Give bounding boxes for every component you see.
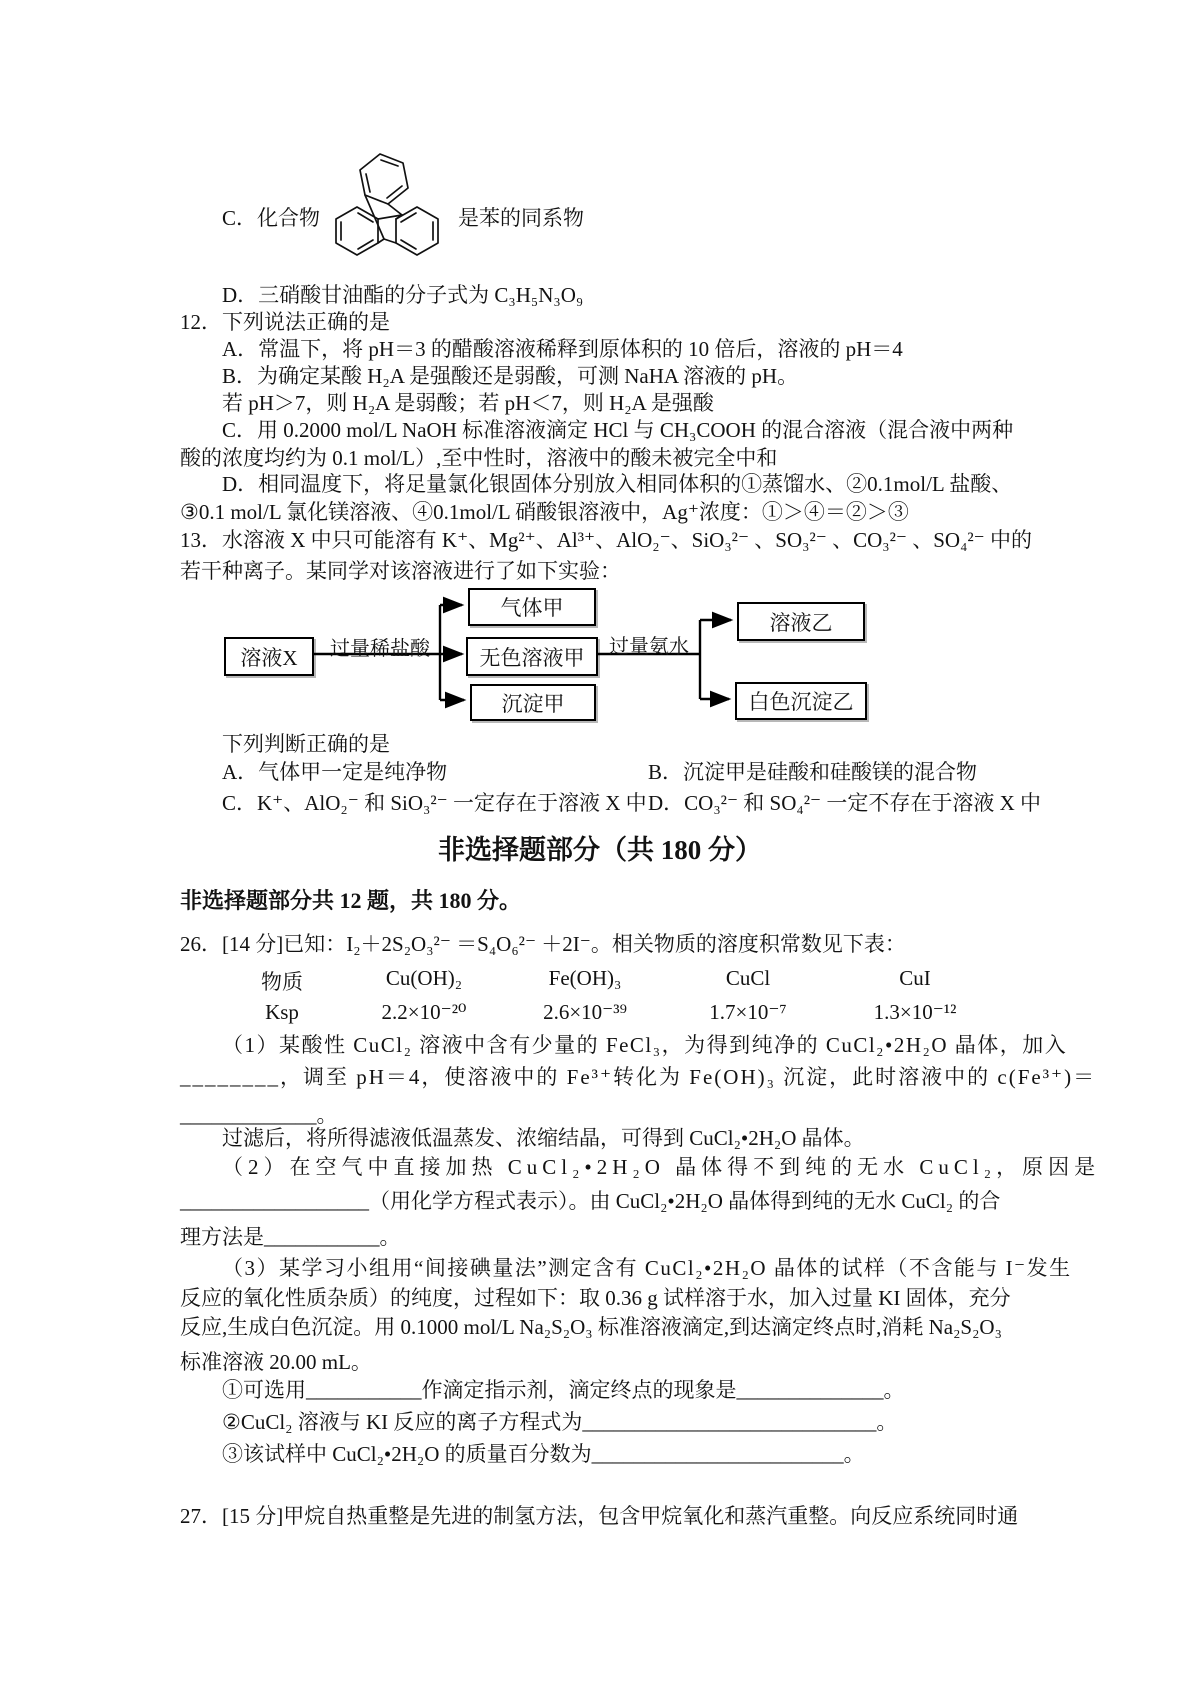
q12-option-b-line2: 若 pH＞7，则 H₂A 是弱酸；若 pH＜7，则 H₂A 是强酸 [222, 391, 714, 415]
q27-intro: 27．[15 分]甲烷自热重整是先进的制氢方法，包含甲烷氧化和蒸汽重整。向反应系统同时通 [180, 1504, 1019, 1528]
q26-part2-line2: __________________（用化学方程式表示）。由 CuCl₂•2H₂O 晶体得到纯的无水 CuCl₂ 的合 [180, 1189, 1001, 1213]
ksp-value-cuoh2: 2.2×10⁻²⁰ [381, 1000, 467, 1024]
q11-option-d: D．三硝酸甘油酯的分子式为 C₃H₅N₃O₉ [222, 283, 584, 307]
q13-stem-line1: 13．水溶液 X 中只可能溶有 K⁺、Mg²⁺、Al³⁺、AlO₂⁻、SiO₃²⁻ 、SO₃²⁻ 、CO₃²⁻ 、SO₄²⁻ 中的 [180, 528, 1033, 552]
flow-box-solution-yi: 溶液乙 [737, 602, 865, 641]
q26-sub2: ②CuCl₂ 溶液与 KI 反应的离子方程式为____________________________。 [222, 1410, 898, 1434]
flow-label-excess-ammonia: 过量氨水 [609, 636, 689, 658]
flow-box-solution-x: 溶液X [224, 637, 314, 676]
ksp-table-header-cucl: CuCl [725, 966, 771, 990]
ksp-value-cui: 1.3×10⁻¹² [873, 1000, 957, 1024]
q13-option-d: D．CO₃²⁻ 和 SO₄²⁻ 一定不存在于溶液 X 中 [648, 791, 1042, 815]
q12-option-d-line2: ③0.1 mol/L 氯化镁溶液、④0.1mol/L 硝酸银溶液中，Ag⁺浓度：①＞④＝②＞③ [180, 500, 909, 524]
ksp-value-feoh3: 2.6×10⁻³⁹ [543, 1000, 627, 1024]
q26-intro: 26．[14 分]已知：I₂＋2S₂O₃²⁻ ＝S₄O₆²⁻ ＋2I⁻。相关物质的溶度积常数见下表： [180, 932, 906, 956]
flow-box-precipitate-jia: 沉淀甲 [470, 684, 596, 721]
ksp-table-header-cui: CuI [899, 966, 931, 990]
q26-part3-line4: 标准溶液 20.00 mL。 [180, 1350, 372, 1374]
flow-box-colorless-solution-jia: 无色溶液甲 [466, 637, 598, 676]
ksp-value-cucl: 1.7×10⁻⁷ [709, 1000, 787, 1024]
flow-label-excess-hcl: 过量稀盐酸 [330, 638, 430, 660]
q26-sub1: ①可选用___________作滴定指示剂，滴定终点的现象是______________。 [222, 1378, 905, 1402]
flow-box-gas-jia: 气体甲 [468, 588, 596, 626]
q26-part3-line2: 反应的氧化性质杂质）的纯度，过程如下：取 0.36 g 试样溶于水，加入过量 KI 固体，充分 [180, 1286, 1011, 1310]
q12-option-c-line2: 酸的浓度均约为 0.1 mol/L）,至中性时，溶液中的酸未被完全中和 [180, 446, 778, 470]
q26-part1-line4: 过滤后，将所得滤液低温蒸发、浓缩结晶，可得到 CuCl₂•2H₂O 晶体。 [222, 1126, 865, 1150]
q12-option-a: A．常温下，将 pH＝3 的醋酸溶液稀释到原体积的 10 倍后，溶液的 pH＝4 [222, 337, 903, 361]
ksp-table-header-cuoh2: Cu(OH)₂ [385, 966, 463, 990]
q11-option-c-suffix: 是苯的同系物 [458, 206, 584, 230]
q26-sub3: ③该试样中 CuCl₂•2H₂O 的质量百分数为________________________。 [222, 1442, 865, 1466]
q13-stem-line2: 若干种离子。某同学对该溶液进行了如下实验： [180, 559, 621, 583]
q26-part3-line3: 反应,生成白色沉淀。用 0.1000 mol/L Na₂S₂O₃ 标准溶液滴定,到达滴定终点时,消耗 Na₂S₂O₃ [180, 1315, 1002, 1339]
q26-part2-line3: 理方法是___________。 [180, 1225, 401, 1249]
q26-part1-line2: ________，调至 pH＝4，使溶液中的 Fe³⁺转化为 Fe(OH)₃ 沉淀，此时溶液中的 c(Fe³⁺)＝ [180, 1065, 1097, 1089]
ksp-table-row-label: Ksp [265, 1000, 299, 1024]
q12-stem: 12．下列说法正确的是 [180, 310, 390, 334]
section-subtitle: 非选择题部分共 12 题，共 180 分。 [180, 888, 522, 913]
section-title: 非选择题部分（共 180 分） [438, 835, 762, 865]
q12-option-b-line1: B．为确定某酸 H₂A 是强酸还是弱酸，可测 NaHA 溶液的 pH。 [222, 364, 799, 388]
triptycene-structure-icon [322, 147, 448, 263]
q13-option-a: A．气体甲一定是纯净物 [222, 760, 448, 784]
q26-part1-blank-line: _____________。 [180, 1103, 338, 1127]
q26-part1-line1: （1）某酸性 CuCl₂ 溶液中含有少量的 FeCl₃，为得到纯净的 CuCl₂•2H₂O 晶体，加入 [222, 1033, 1068, 1057]
q12-option-d-line1: D．相同温度下，将足量氯化银固体分别放入相同体积的①蒸馏水、②0.1mol/L 盐酸、 [222, 472, 1013, 496]
ksp-table-header-feoh3: Fe(OH)₃ [548, 966, 622, 990]
q26-part2-line1: （2）在空气中直接加热 CuCl₂•2H₂O 晶体得不到纯的无水 CuCl₂，原因是 [222, 1155, 1101, 1179]
flow-box-white-precipitate-yi: 白色沉淀乙 [735, 682, 867, 720]
q13-judge-stem: 下列判断正确的是 [222, 732, 390, 756]
q11-option-c-prefix: C．化合物 [222, 206, 321, 230]
ksp-table-header-substance: 物质 [261, 970, 303, 994]
q12-option-c-line1: C．用 0.2000 mol/L NaOH 标准溶液滴定 HCl 与 CH₃COOH 的混合溶液（混合液中两种 [222, 418, 1014, 442]
q26-part3-line1: （3）某学习小组用“间接碘量法”测定含有 CuCl₂•2H₂O 晶体的试样（不含能与 I⁻发生 [222, 1256, 1072, 1280]
q13-option-b: B．沉淀甲是硅酸和硅酸镁的混合物 [648, 760, 978, 784]
q13-option-c: C．K⁺、AlO₂⁻ 和 SiO₃²⁻ 一定存在于溶液 X 中 [222, 791, 647, 815]
